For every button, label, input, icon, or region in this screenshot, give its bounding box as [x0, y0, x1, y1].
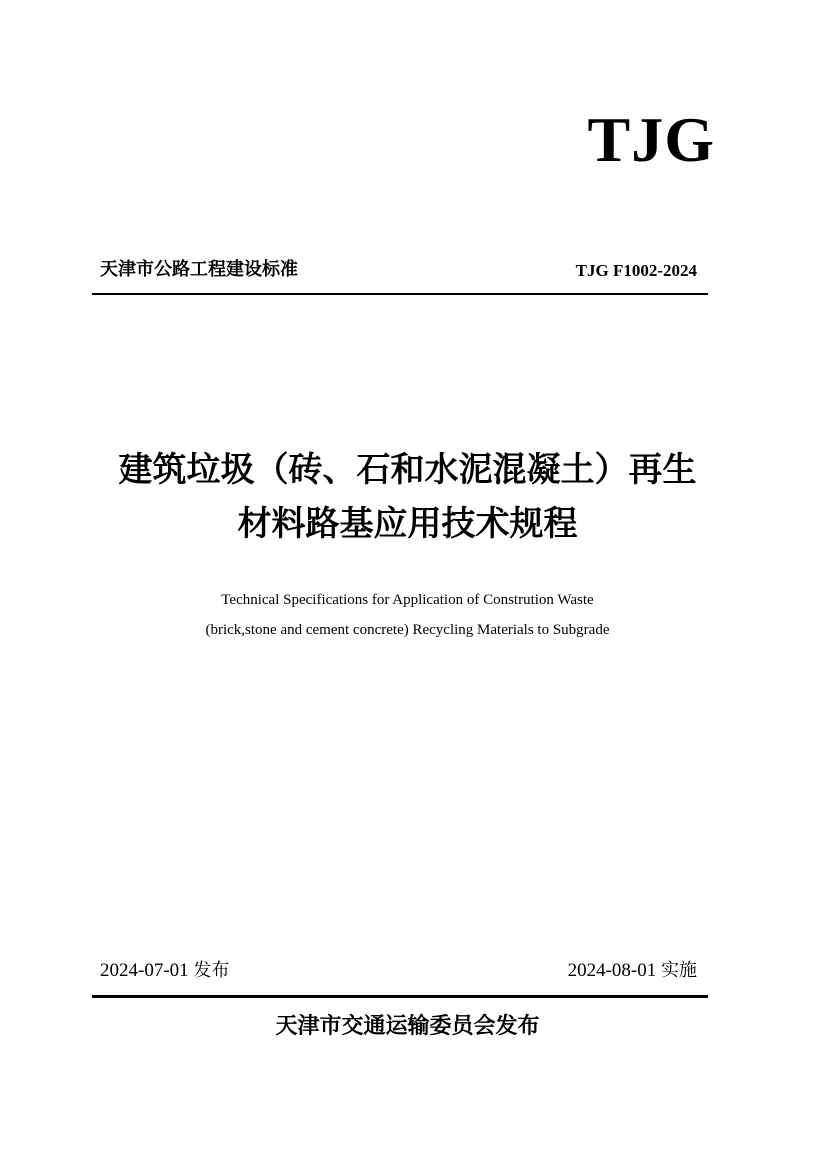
issue-date: 2024-07-01	[100, 960, 189, 981]
effective-label: 实施	[661, 960, 697, 981]
standard-series: 天津市公路工程建设标准	[100, 259, 298, 280]
header-divider	[92, 293, 708, 295]
title-en-line2: (brick,stone and cement concrete) Recycling Materials to Subgrade	[205, 622, 610, 638]
issue-date-line	[100, 958, 229, 984]
title-cn-line1: 建筑垃圾（砖、石和水泥混凝土）再生	[118, 450, 697, 490]
standard-logo: TJG	[587, 104, 715, 175]
title-en-line1: Technical Specifications for Application of Constrution Waste	[221, 592, 594, 608]
effective-date-line	[568, 958, 697, 984]
publisher: 天津市交通运输委员会发布	[275, 1014, 540, 1039]
standard-code: TJG F1002-2024	[575, 261, 697, 280]
issue-label: 发布	[193, 960, 230, 981]
footer-divider	[92, 995, 708, 998]
title-cn-line2: 材料路基应用技术规程	[237, 504, 578, 544]
effective-date: 2024-08-01	[567, 960, 657, 981]
